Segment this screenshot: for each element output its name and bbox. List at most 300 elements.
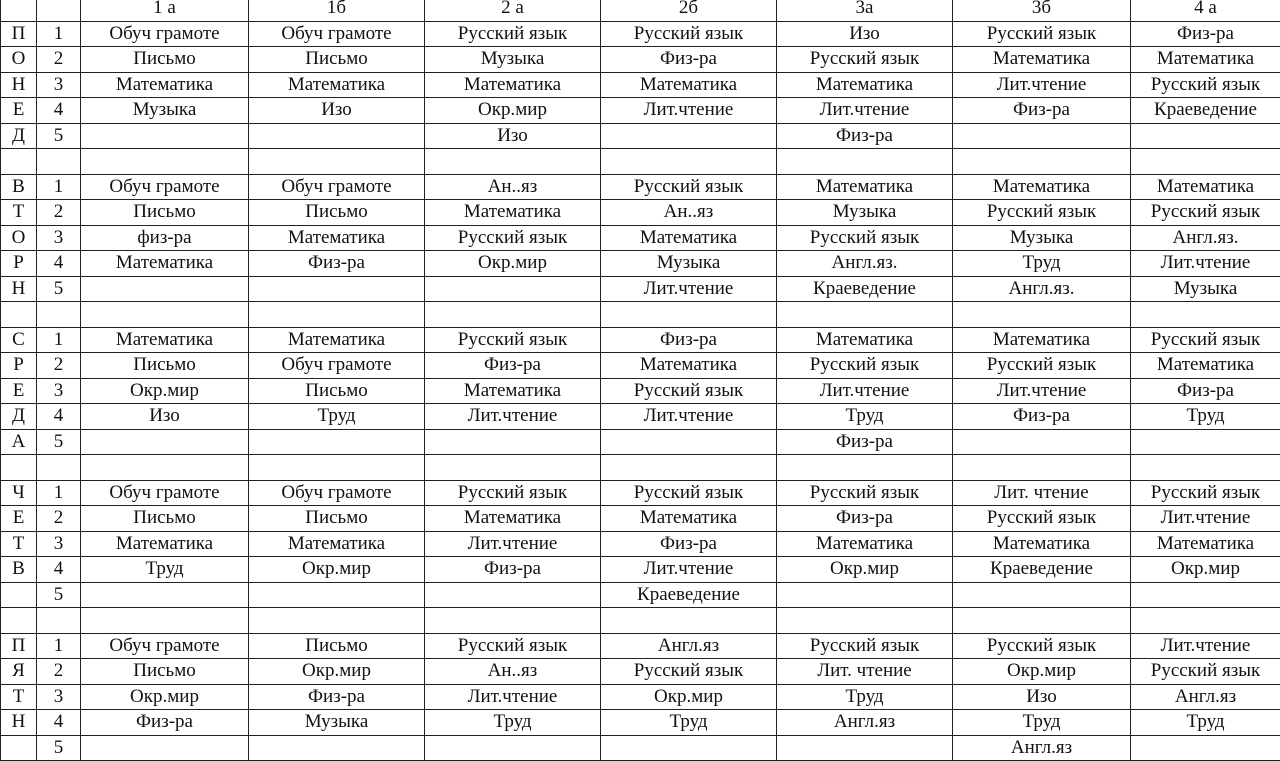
lesson-cell: Физ-ра bbox=[601, 531, 777, 557]
day-letter-cell: Е bbox=[1, 98, 37, 124]
lesson-number-cell: 1 bbox=[37, 327, 81, 353]
lesson-cell bbox=[777, 582, 953, 608]
day-letter-cell: Т bbox=[1, 531, 37, 557]
day-letter-cell: С bbox=[1, 327, 37, 353]
lesson-cell: Физ-ра bbox=[1131, 21, 1280, 47]
day-letter-cell: Ч bbox=[1, 480, 37, 506]
empty-cell bbox=[249, 608, 425, 634]
header-row bbox=[1, 0, 1280, 21]
lesson-cell: Обуч грамоте bbox=[81, 480, 249, 506]
day-separator-row bbox=[1, 149, 1280, 175]
lesson-number-cell: 5 bbox=[37, 123, 81, 149]
lesson-cell: Русский язык bbox=[601, 659, 777, 685]
lesson-cell: Англ.яз bbox=[777, 710, 953, 736]
lesson-cell bbox=[425, 582, 601, 608]
lesson-cell: Труд bbox=[1131, 404, 1280, 430]
lesson-cell: Математика bbox=[953, 327, 1131, 353]
lesson-cell: Физ-ра bbox=[425, 353, 601, 379]
lesson-cell: Труд bbox=[249, 404, 425, 430]
lesson-row bbox=[1, 735, 1280, 761]
lesson-cell: Математика bbox=[425, 378, 601, 404]
empty-cell bbox=[1, 608, 37, 634]
lesson-cell: Математика bbox=[81, 531, 249, 557]
lesson-cell bbox=[249, 123, 425, 149]
lesson-cell: Русский язык bbox=[425, 327, 601, 353]
lesson-cell: Окр.мир bbox=[601, 684, 777, 710]
lesson-cell: Физ-ра bbox=[1131, 378, 1280, 404]
day-letter-cell: Д bbox=[1, 123, 37, 149]
empty-cell bbox=[601, 302, 777, 328]
lesson-row bbox=[1, 353, 1280, 379]
lesson-cell bbox=[425, 276, 601, 302]
lesson-cell: Русский язык bbox=[601, 378, 777, 404]
empty-cell bbox=[1131, 608, 1280, 634]
lesson-cell: Обуч грамоте bbox=[249, 480, 425, 506]
day-letter-cell: О bbox=[1, 47, 37, 73]
day-separator-row bbox=[1, 455, 1280, 481]
lesson-cell: Письмо bbox=[249, 378, 425, 404]
lesson-row bbox=[1, 480, 1280, 506]
empty-cell bbox=[777, 608, 953, 634]
lesson-cell: Физ-ра bbox=[249, 251, 425, 277]
lesson-cell: Математика bbox=[601, 225, 777, 251]
lesson-cell bbox=[249, 735, 425, 761]
lesson-row bbox=[1, 378, 1280, 404]
lesson-cell: Письмо bbox=[81, 200, 249, 226]
day-letter-cell: Н bbox=[1, 72, 37, 98]
lesson-cell: Музыка bbox=[81, 98, 249, 124]
lesson-cell bbox=[249, 429, 425, 455]
lesson-cell: физ-ра bbox=[81, 225, 249, 251]
lesson-cell bbox=[601, 735, 777, 761]
empty-cell bbox=[81, 608, 249, 634]
class-header-cell: 1 а bbox=[81, 0, 249, 21]
lesson-cell: Русский язык bbox=[425, 225, 601, 251]
lesson-cell bbox=[953, 582, 1131, 608]
lesson-number-cell: 4 bbox=[37, 98, 81, 124]
empty-cell bbox=[1131, 302, 1280, 328]
lesson-cell: Обуч грамоте bbox=[81, 174, 249, 200]
lesson-cell: Краеведение bbox=[1131, 98, 1280, 124]
lesson-cell bbox=[1131, 582, 1280, 608]
lesson-cell: Ан..яз bbox=[425, 174, 601, 200]
empty-cell bbox=[37, 608, 81, 634]
empty-cell bbox=[777, 455, 953, 481]
lesson-row bbox=[1, 506, 1280, 532]
day-letter-cell: Р bbox=[1, 353, 37, 379]
lesson-cell: Письмо bbox=[81, 47, 249, 73]
empty-cell bbox=[601, 455, 777, 481]
empty-cell bbox=[1131, 455, 1280, 481]
lesson-cell: Русский язык bbox=[1131, 72, 1280, 98]
lesson-cell: Труд bbox=[777, 404, 953, 430]
class-header-cell: 1б bbox=[249, 0, 425, 21]
lesson-cell: Окр.мир bbox=[81, 684, 249, 710]
lesson-row bbox=[1, 276, 1280, 302]
empty-cell bbox=[37, 302, 81, 328]
lesson-row bbox=[1, 684, 1280, 710]
lesson-cell bbox=[81, 735, 249, 761]
lesson-cell bbox=[249, 582, 425, 608]
lesson-cell bbox=[249, 276, 425, 302]
day-letter-cell: Н bbox=[1, 276, 37, 302]
day-letter-cell bbox=[1, 735, 37, 761]
empty-cell bbox=[37, 149, 81, 175]
lesson-cell: Музыка bbox=[1131, 276, 1280, 302]
lesson-number-cell: 4 bbox=[37, 251, 81, 277]
empty-cell bbox=[601, 608, 777, 634]
lesson-cell: Русский язык bbox=[777, 225, 953, 251]
lesson-cell: Математика bbox=[81, 327, 249, 353]
lesson-cell: Лит. чтение bbox=[953, 480, 1131, 506]
lesson-cell: Обуч грамоте bbox=[249, 353, 425, 379]
day-separator-row bbox=[1, 608, 1280, 634]
lesson-cell: Окр.мир bbox=[953, 659, 1131, 685]
lesson-cell: Англ.яз bbox=[1131, 684, 1280, 710]
lesson-row bbox=[1, 200, 1280, 226]
empty-cell bbox=[777, 302, 953, 328]
class-header-cell: 2 а bbox=[425, 0, 601, 21]
lesson-number-cell: 3 bbox=[37, 684, 81, 710]
lesson-row bbox=[1, 21, 1280, 47]
lesson-cell bbox=[1131, 123, 1280, 149]
lesson-cell bbox=[953, 429, 1131, 455]
lesson-cell: Физ-ра bbox=[249, 684, 425, 710]
lesson-cell: Обуч грамоте bbox=[81, 21, 249, 47]
lesson-cell: Математика bbox=[601, 353, 777, 379]
empty-cell bbox=[425, 455, 601, 481]
lesson-cell: Ан..яз bbox=[601, 200, 777, 226]
empty-cell bbox=[249, 455, 425, 481]
empty-cell bbox=[953, 302, 1131, 328]
lesson-cell: Русский язык bbox=[953, 506, 1131, 532]
empty-cell bbox=[1, 302, 37, 328]
lesson-cell: Физ-ра bbox=[777, 506, 953, 532]
lesson-cell: Труд bbox=[81, 557, 249, 583]
lesson-row bbox=[1, 710, 1280, 736]
lesson-cell: Лит.чтение bbox=[425, 531, 601, 557]
lesson-row bbox=[1, 72, 1280, 98]
lesson-cell: Англ.яз. bbox=[777, 251, 953, 277]
lesson-cell: Англ.яз bbox=[953, 735, 1131, 761]
lesson-cell: Русский язык bbox=[777, 47, 953, 73]
lesson-cell: Окр.мир bbox=[425, 251, 601, 277]
timetable-body bbox=[1, 0, 1280, 761]
day-letter-cell: Н bbox=[1, 710, 37, 736]
class-header-cell: 4 а bbox=[1131, 0, 1280, 21]
lesson-cell: Математика bbox=[777, 174, 953, 200]
lesson-cell: Изо bbox=[81, 404, 249, 430]
lesson-cell: Лит.чтение bbox=[777, 378, 953, 404]
lesson-cell: Физ-ра bbox=[81, 710, 249, 736]
day-letter-cell: Д bbox=[1, 404, 37, 430]
lesson-cell: Труд bbox=[425, 710, 601, 736]
lesson-cell: Русский язык bbox=[425, 480, 601, 506]
lesson-cell: Математика bbox=[601, 72, 777, 98]
lesson-cell: Математика bbox=[777, 327, 953, 353]
lesson-cell: Лит.чтение bbox=[425, 684, 601, 710]
lesson-cell: Лит.чтение bbox=[777, 98, 953, 124]
lesson-cell: Окр.мир bbox=[1131, 557, 1280, 583]
lesson-row bbox=[1, 531, 1280, 557]
lesson-cell: Физ-ра bbox=[777, 123, 953, 149]
lesson-cell: Математика bbox=[425, 72, 601, 98]
lesson-cell: Математика bbox=[601, 506, 777, 532]
lesson-cell: Физ-ра bbox=[953, 98, 1131, 124]
lesson-row bbox=[1, 633, 1280, 659]
lesson-cell bbox=[601, 123, 777, 149]
lesson-cell: Физ-ра bbox=[425, 557, 601, 583]
lesson-cell: Музыка bbox=[777, 200, 953, 226]
lesson-cell bbox=[1131, 735, 1280, 761]
day-letter-cell: В bbox=[1, 174, 37, 200]
lesson-cell: Лит.чтение bbox=[601, 98, 777, 124]
lesson-number-cell: 4 bbox=[37, 710, 81, 736]
lesson-cell: Письмо bbox=[249, 47, 425, 73]
lesson-cell: Изо bbox=[249, 98, 425, 124]
lesson-cell: Физ-ра bbox=[777, 429, 953, 455]
lesson-cell: Русский язык bbox=[777, 353, 953, 379]
lesson-cell: Русский язык bbox=[777, 633, 953, 659]
lesson-cell bbox=[601, 429, 777, 455]
lesson-cell: Изо bbox=[425, 123, 601, 149]
lesson-number-cell: 1 bbox=[37, 174, 81, 200]
day-letter-cell: Е bbox=[1, 506, 37, 532]
lesson-cell: Письмо bbox=[249, 200, 425, 226]
lesson-cell: Лит.чтение bbox=[601, 557, 777, 583]
lesson-cell: Русский язык bbox=[953, 633, 1131, 659]
lesson-cell: Обуч грамоте bbox=[249, 174, 425, 200]
empty-cell bbox=[953, 455, 1131, 481]
lesson-cell: Русский язык bbox=[425, 633, 601, 659]
lesson-cell: Физ-ра bbox=[601, 47, 777, 73]
lesson-cell: Математика bbox=[1131, 531, 1280, 557]
day-letter-cell: Р bbox=[1, 251, 37, 277]
lesson-cell: Музыка bbox=[249, 710, 425, 736]
lesson-cell: Русский язык bbox=[601, 21, 777, 47]
lesson-number-cell: 5 bbox=[37, 735, 81, 761]
lesson-number-cell: 2 bbox=[37, 659, 81, 685]
empty-cell bbox=[81, 149, 249, 175]
day-letter-cell: Т bbox=[1, 684, 37, 710]
lesson-cell: Труд bbox=[777, 684, 953, 710]
empty-cell bbox=[249, 302, 425, 328]
lesson-cell: Математика bbox=[777, 72, 953, 98]
empty-cell bbox=[953, 149, 1131, 175]
day-letter-cell: В bbox=[1, 557, 37, 583]
day-letter-cell: Е bbox=[1, 378, 37, 404]
day-letter-cell: Я bbox=[1, 659, 37, 685]
lesson-cell: Лит.чтение bbox=[425, 404, 601, 430]
lesson-number-cell: 2 bbox=[37, 200, 81, 226]
class-header-cell: 3а bbox=[777, 0, 953, 21]
lesson-cell: Окр.мир bbox=[425, 98, 601, 124]
lesson-cell: Физ-ра bbox=[601, 327, 777, 353]
lesson-cell: Труд bbox=[1131, 710, 1280, 736]
lesson-cell: Математика bbox=[81, 72, 249, 98]
lesson-cell: Математика bbox=[1131, 174, 1280, 200]
empty-cell bbox=[601, 149, 777, 175]
empty-cell bbox=[81, 455, 249, 481]
lesson-cell: Математика bbox=[249, 327, 425, 353]
lesson-cell bbox=[81, 276, 249, 302]
empty-cell bbox=[777, 149, 953, 175]
lesson-cell: Русский язык bbox=[1131, 659, 1280, 685]
lesson-cell: Математика bbox=[425, 506, 601, 532]
lesson-cell: Окр.мир bbox=[777, 557, 953, 583]
lesson-cell bbox=[81, 123, 249, 149]
lesson-row bbox=[1, 225, 1280, 251]
lesson-cell: Математика bbox=[81, 251, 249, 277]
lesson-cell: Лит.чтение bbox=[601, 404, 777, 430]
lesson-cell: Русский язык bbox=[1131, 327, 1280, 353]
lesson-cell: Русский язык bbox=[1131, 200, 1280, 226]
lesson-cell: Математика bbox=[249, 72, 425, 98]
lesson-cell: Письмо bbox=[81, 353, 249, 379]
empty-cell bbox=[425, 149, 601, 175]
lesson-cell bbox=[1131, 429, 1280, 455]
lesson-number-cell: 1 bbox=[37, 21, 81, 47]
lesson-number-cell: 5 bbox=[37, 276, 81, 302]
lesson-cell: Русский язык bbox=[425, 21, 601, 47]
lesson-cell: Русский язык bbox=[953, 200, 1131, 226]
lesson-number-cell: 3 bbox=[37, 72, 81, 98]
lesson-cell: Математика bbox=[953, 531, 1131, 557]
lesson-row bbox=[1, 557, 1280, 583]
day-letter-cell: Т bbox=[1, 200, 37, 226]
lesson-cell: Математика bbox=[249, 531, 425, 557]
lesson-cell: Лит.чтение bbox=[953, 72, 1131, 98]
lesson-cell: Обуч грамоте bbox=[249, 21, 425, 47]
day-letter-cell: П bbox=[1, 21, 37, 47]
lesson-cell: Лит.чтение bbox=[1131, 251, 1280, 277]
lesson-cell: Русский язык bbox=[777, 480, 953, 506]
lesson-cell: Лит.чтение bbox=[953, 378, 1131, 404]
lesson-row bbox=[1, 404, 1280, 430]
lesson-cell: Лит. чтение bbox=[777, 659, 953, 685]
class-header-cell: 2б bbox=[601, 0, 777, 21]
lesson-cell: Краеведение bbox=[601, 582, 777, 608]
lesson-cell: Письмо bbox=[81, 506, 249, 532]
lesson-row bbox=[1, 47, 1280, 73]
day-letter-cell: П bbox=[1, 633, 37, 659]
lesson-row bbox=[1, 582, 1280, 608]
lesson-cell bbox=[425, 429, 601, 455]
lesson-cell bbox=[953, 123, 1131, 149]
lesson-number-cell: 4 bbox=[37, 557, 81, 583]
lesson-number-cell: 1 bbox=[37, 480, 81, 506]
lesson-row bbox=[1, 174, 1280, 200]
lesson-cell: Англ.яз. bbox=[953, 276, 1131, 302]
lesson-cell: Окр.мир bbox=[249, 557, 425, 583]
lesson-row bbox=[1, 327, 1280, 353]
lesson-number-cell: 2 bbox=[37, 353, 81, 379]
lesson-cell: Окр.мир bbox=[81, 378, 249, 404]
class-header-cell: 3б bbox=[953, 0, 1131, 21]
lesson-cell: Математика bbox=[425, 200, 601, 226]
lesson-cell bbox=[81, 582, 249, 608]
lesson-cell: Русский язык bbox=[1131, 480, 1280, 506]
lesson-row bbox=[1, 429, 1280, 455]
lesson-cell: Труд bbox=[953, 710, 1131, 736]
day-letter-cell: А bbox=[1, 429, 37, 455]
lesson-row bbox=[1, 123, 1280, 149]
lesson-cell bbox=[81, 429, 249, 455]
empty-cell bbox=[1, 149, 37, 175]
lesson-number-cell: 3 bbox=[37, 531, 81, 557]
empty-cell bbox=[425, 608, 601, 634]
empty-cell bbox=[37, 455, 81, 481]
lesson-cell: Математика bbox=[953, 47, 1131, 73]
lesson-cell: Музыка bbox=[601, 251, 777, 277]
lesson-cell: Лит.чтение bbox=[1131, 633, 1280, 659]
lesson-cell bbox=[425, 735, 601, 761]
lesson-cell: Англ.яз bbox=[601, 633, 777, 659]
lesson-row bbox=[1, 98, 1280, 124]
lesson-cell: Англ.яз. bbox=[1131, 225, 1280, 251]
day-separator-row bbox=[1, 302, 1280, 328]
empty-cell bbox=[249, 149, 425, 175]
lesson-number-cell: 5 bbox=[37, 582, 81, 608]
empty-cell bbox=[425, 302, 601, 328]
day-letter-cell bbox=[1, 582, 37, 608]
lesson-cell: Математика bbox=[953, 174, 1131, 200]
lesson-cell: Русский язык bbox=[953, 353, 1131, 379]
lesson-cell: Обуч грамоте bbox=[81, 633, 249, 659]
lesson-cell: Труд bbox=[601, 710, 777, 736]
lesson-number-cell: 3 bbox=[37, 378, 81, 404]
lesson-number-cell: 4 bbox=[37, 404, 81, 430]
empty-cell bbox=[953, 608, 1131, 634]
lesson-cell: Труд bbox=[953, 251, 1131, 277]
lesson-cell: Математика bbox=[1131, 353, 1280, 379]
lesson-number-cell: 5 bbox=[37, 429, 81, 455]
lesson-cell: Физ-ра bbox=[953, 404, 1131, 430]
lesson-cell: Лит.чтение bbox=[601, 276, 777, 302]
day-letter-cell: О bbox=[1, 225, 37, 251]
lesson-cell: Математика bbox=[1131, 47, 1280, 73]
lesson-cell: Ан..яз bbox=[425, 659, 601, 685]
lesson-number-cell: 3 bbox=[37, 225, 81, 251]
lesson-cell: Математика bbox=[777, 531, 953, 557]
lesson-cell: Письмо bbox=[249, 633, 425, 659]
empty-cell bbox=[1131, 149, 1280, 175]
lesson-cell: Изо bbox=[953, 684, 1131, 710]
class-header-cell bbox=[37, 0, 81, 21]
lesson-cell: Окр.мир bbox=[249, 659, 425, 685]
lesson-cell: Изо bbox=[777, 21, 953, 47]
lesson-cell: Музыка bbox=[953, 225, 1131, 251]
lesson-cell: Математика bbox=[249, 225, 425, 251]
lesson-number-cell: 2 bbox=[37, 47, 81, 73]
lesson-cell: Письмо bbox=[249, 506, 425, 532]
lesson-cell: Русский язык bbox=[601, 174, 777, 200]
lesson-cell: Краеведение bbox=[777, 276, 953, 302]
lesson-row bbox=[1, 251, 1280, 277]
lesson-row bbox=[1, 659, 1280, 685]
empty-cell bbox=[81, 302, 249, 328]
lesson-number-cell: 2 bbox=[37, 506, 81, 532]
lesson-cell: Письмо bbox=[81, 659, 249, 685]
lesson-number-cell: 1 bbox=[37, 633, 81, 659]
lesson-cell: Краеведение bbox=[953, 557, 1131, 583]
lesson-cell: Лит.чтение bbox=[1131, 506, 1280, 532]
lesson-cell: Русский язык bbox=[601, 480, 777, 506]
lesson-cell bbox=[777, 735, 953, 761]
empty-cell bbox=[1, 455, 37, 481]
lesson-cell: Русский язык bbox=[953, 21, 1131, 47]
class-header-cell bbox=[1, 0, 37, 21]
